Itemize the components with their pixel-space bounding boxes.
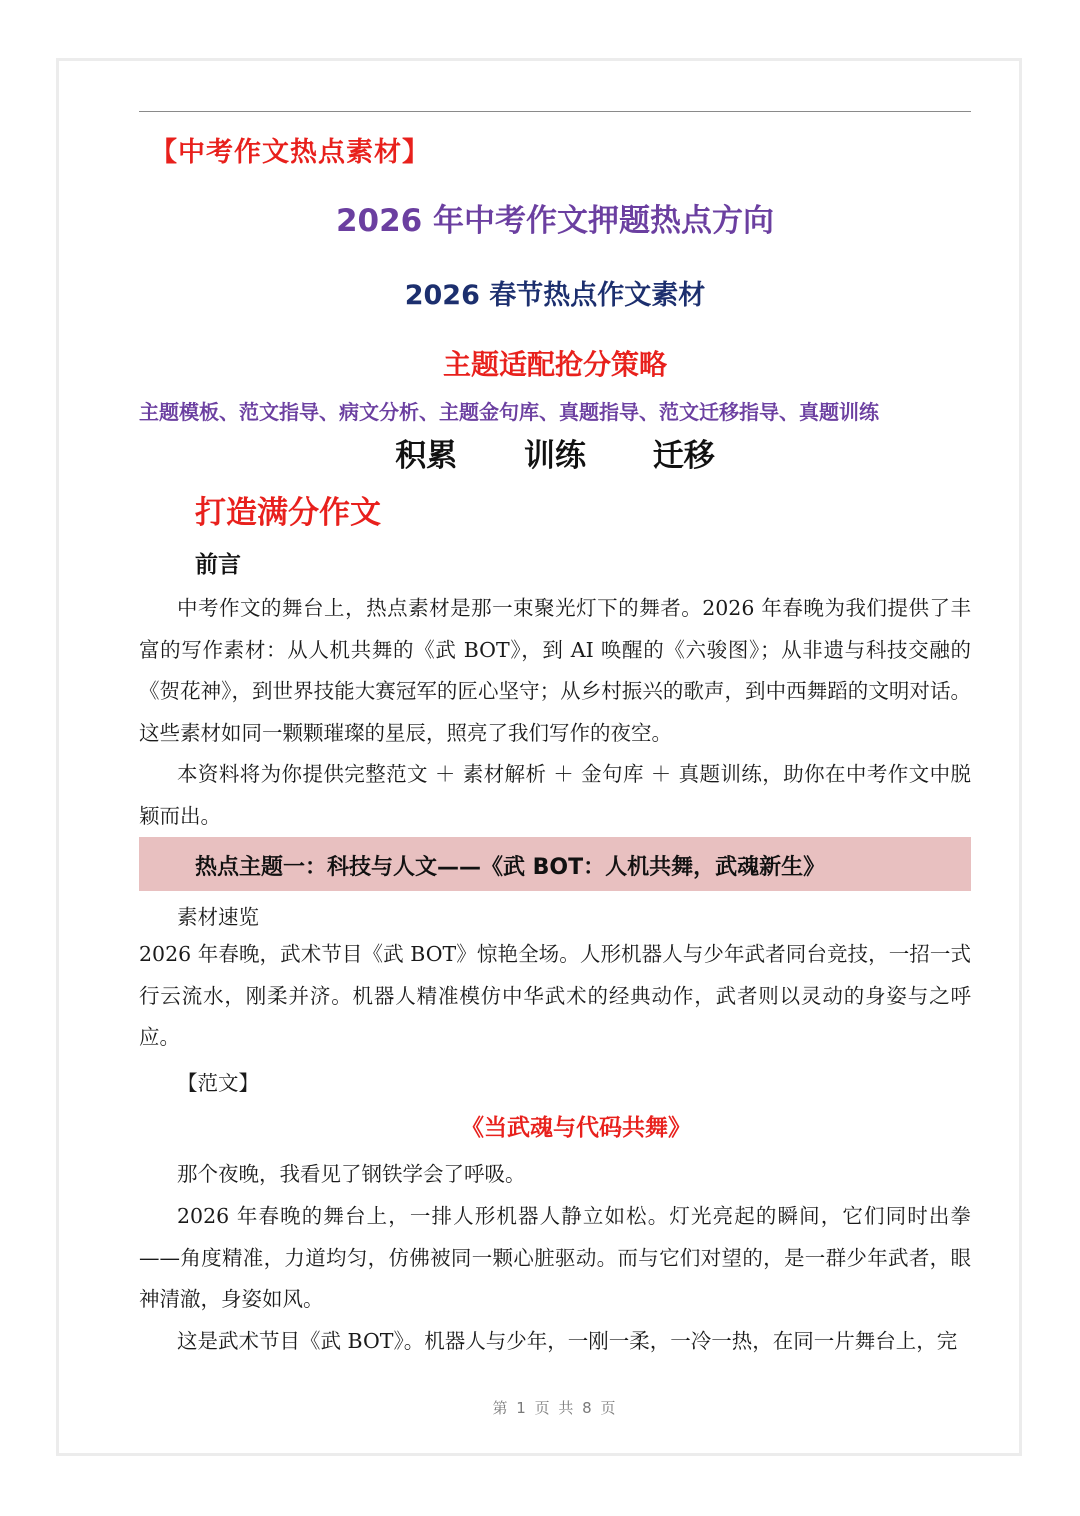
modules-line: 主题模板、范文指导、病文分析、主题金句库、真题指导、范文迁移指导、真题训练 [139, 400, 879, 424]
essay-label: 【范文】 [177, 1071, 259, 1095]
preface-paragraph-1: 中考作文的舞台上，热点素材是那一束聚光灯下的舞者。2026 年春晚为我们提供了丰富的写作素材：从人机共舞的《武 BOT》，到 AI 唤醒的《六骏图》；从非遗与科技交融的《贺花神》，到世界技能大赛冠军的匠心坚守；从乡村振兴的歌声，到中西舞蹈的文明对话。这些素材如同一颗颗璀璨的星辰，照亮了我们写作的夜空。 [139, 596, 971, 745]
strategy-title: 主题适配抢分策略 [442, 348, 667, 381]
header-rule [139, 111, 971, 112]
essay-title: 《当武魂与代码共舞》 [461, 1115, 691, 1141]
essay-paragraph-3: 这是武术节目《武 BOT》。机器人与少年，一刚一柔，一冷一热，在同一片舞台上，完 [177, 1329, 958, 1353]
sub-title: 2026 春节热点作文素材 [404, 280, 706, 311]
page-footer: 第 1 页 共 8 页 [492, 1399, 618, 1417]
preface-heading: 前言 [195, 552, 241, 578]
preface-paragraph-2: 本资料将为你提供完整范文 ＋ 素材解析 ＋ 金句库 ＋ 真题训练，助你在中考作文中脱颖而出。 [139, 762, 971, 828]
essay-paragraph-1: 那个夜晚，我看见了钢铁学会了呼吸。 [177, 1162, 526, 1186]
essay-paragraph-2: 2026 年春晚的舞台上，一排人形机器人静立如松。灯光亮起的瞬间，它们同时出拳——角度精准，力道均匀，仿佛被同一颗心脏驱动。而与它们对望的，是一群少年武者，眼神清澈，身姿如风。 [139, 1204, 971, 1311]
topic-heading-text: 热点主题一：科技与人文——《武 BOT：人机共舞，武魂新生》 [195, 855, 826, 880]
slogan-word-transfer: 迁移 [652, 438, 715, 474]
material-text: 2026 年春晚，武术节目《武 BOT》惊艳全场。人形机器人与少年武者同台竞技，一招一式行云流水，刚柔并济。机器人精准模仿中华武术的经典动作，武者则以灵动的身姿与之呼应。 [139, 942, 971, 1049]
slogan-word-train: 训练 [524, 438, 586, 474]
material-label: 素材速览 [177, 905, 259, 929]
full-score-heading: 打造满分作文 [195, 495, 381, 531]
slogan-word-accumulate: 积累 [395, 438, 458, 474]
slogan [139, 430, 971, 475]
main-title: 2026 年中考作文押题热点方向 [335, 203, 775, 239]
category-tag-title: 【中考作文热点素材】 [150, 137, 430, 168]
